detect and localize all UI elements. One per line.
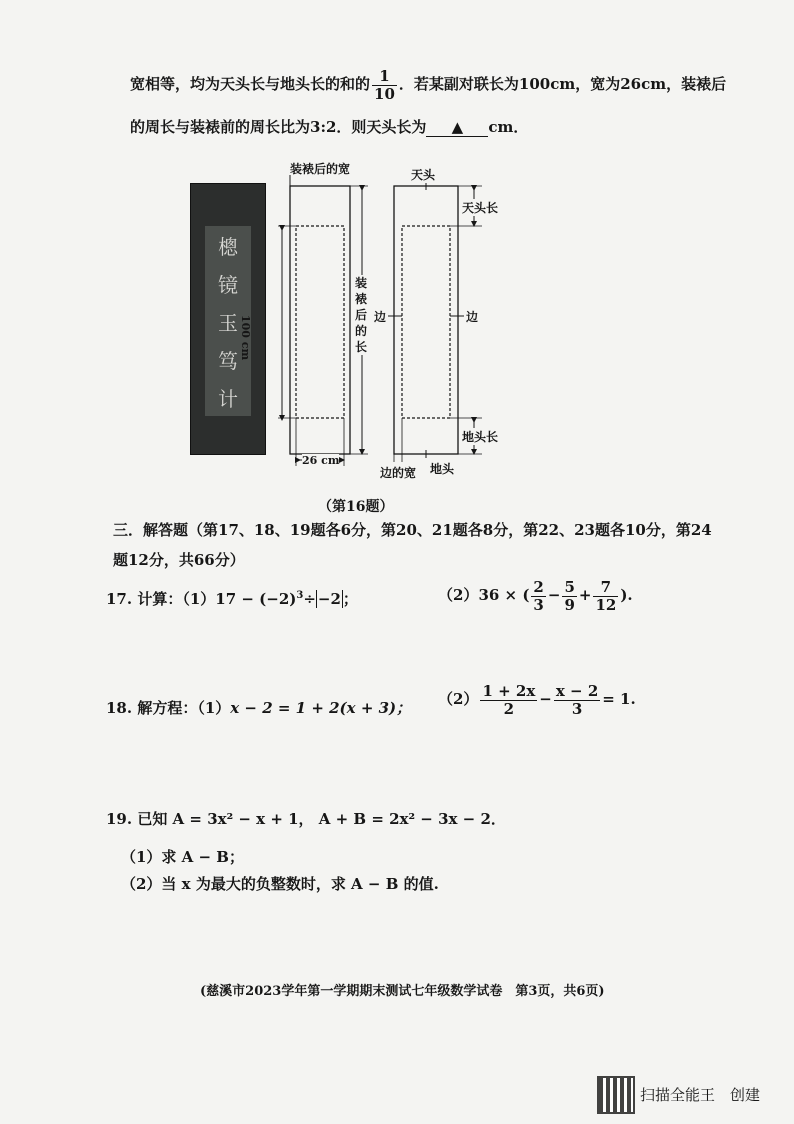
label-tiantou-length: 天头长: [462, 201, 499, 215]
label-ditou-length: 地头长: [462, 430, 499, 444]
q19-sub1: （1）求 A − B；: [121, 848, 244, 866]
q17-abs-value: −2: [317, 590, 341, 608]
q18-frac1: [480, 683, 537, 717]
label-bian-left: 边: [374, 310, 387, 324]
scroll-char: 计: [218, 386, 238, 411]
q17-frac2-num: 5: [564, 578, 575, 596]
q18-p2-end: = 1.: [602, 690, 636, 708]
q18-part2: [438, 683, 636, 717]
q17-p1-exp: 3: [296, 590, 304, 601]
q16-line2-text-b: cm．: [488, 118, 529, 136]
label-bian-width: 边的宽: [380, 466, 417, 480]
figure-caption: （第16题）: [318, 499, 394, 515]
q19-line1: 19. 已知 A = 3x² − x + 1， A + B = 2x² − 3x − 2．: [106, 810, 506, 828]
answer-blank: [426, 118, 488, 137]
q16-frac-num: 1: [372, 68, 397, 86]
q17-frac2-den: 9: [564, 595, 575, 614]
q17-p2-a: 36 × (: [478, 586, 530, 604]
scroll-char: 玉: [218, 310, 238, 335]
q17-p1-end: ；: [342, 590, 358, 608]
qr-code-icon: [597, 1076, 635, 1114]
label-length-char: 的: [355, 324, 368, 338]
q18: [106, 697, 411, 718]
label-width-after: 装裱后的宽: [290, 162, 351, 176]
page-footer: (慈溪市2023学年第一学期期末测试七年级数学试卷 第3页，共6页): [200, 984, 605, 999]
label-26cm: 26 cm: [302, 454, 340, 467]
q17-frac1: [531, 579, 545, 613]
q16-line2-text-a: 的周长与装裱前的周长比为3:2．则天头长为: [130, 118, 427, 136]
q18-label: 18. 解方程：（1）: [106, 699, 231, 717]
q17-op2: +: [578, 586, 592, 604]
q16-fraction: [372, 68, 397, 102]
q17-p2-end: ).: [620, 586, 633, 604]
label-100cm: 100 cm: [239, 315, 252, 361]
q17-p2-label: （2）: [438, 586, 479, 604]
q17-p1-b: ÷: [303, 590, 316, 608]
q18-frac2-num: x − 2: [555, 682, 599, 700]
label-length-char: 裱: [355, 292, 368, 306]
q18-frac2-den: 3: [571, 699, 583, 718]
q18-frac1-num: 1 + 2x: [482, 682, 536, 700]
left-inner-rect: [296, 226, 344, 418]
q17: [106, 588, 358, 609]
q17-frac1-num: 2: [533, 578, 544, 596]
scroll-char: 樬: [218, 234, 238, 259]
q17-frac1-den: 3: [533, 595, 544, 614]
q16-line1: [130, 68, 726, 102]
q18-p2-label: （2）: [438, 690, 479, 708]
scroll-char: 镜: [218, 272, 238, 297]
q17-op1: −: [547, 586, 561, 604]
q18-op: −: [539, 690, 552, 708]
q16-line2: [130, 116, 528, 137]
label-length-char: 长: [355, 340, 368, 354]
label-bian-right: 边: [466, 310, 479, 324]
label-length-char: 装: [355, 276, 368, 290]
right-inner-rect: [402, 226, 450, 418]
label-ditou: 地头: [430, 462, 455, 476]
label-length-after: [355, 275, 367, 355]
scroll-char: 笃: [218, 348, 238, 373]
q18-frac2: [554, 683, 600, 717]
label-tiantou: 天头: [411, 168, 436, 182]
q17-frac3-den: 12: [595, 595, 617, 614]
q17-p1-a: 17 − (−2): [215, 590, 297, 608]
watermark-text: 扫描全能王 创建: [640, 1086, 761, 1104]
q17-label: 17. 计算：（1）: [106, 590, 216, 608]
section3-line2: 题12分，共66分）: [113, 551, 245, 569]
q19-sub2: （2）当 x 为最大的负整数时，求 A − B 的值.: [121, 875, 439, 893]
section3-line1: 三．解答题（第17、18、19题各6分，第20、21题各8分，第22、23题各10分，第24: [113, 521, 712, 539]
q17-frac2: [562, 579, 576, 613]
q16-frac-den: 10: [374, 84, 395, 103]
q17-frac3-num: 7: [593, 579, 618, 597]
scroll-photo: [190, 183, 266, 455]
triangle-mark-icon: ▲: [451, 118, 464, 136]
q17-frac3: [593, 579, 618, 613]
label-length-char: 后: [355, 308, 368, 322]
q16-line1-text-b: ．若某副对联长为100cm，宽为26cm，装裱后: [398, 75, 727, 93]
q16-line1-text-a: 宽相等，均为天头长与地头长的和的: [130, 75, 371, 93]
q17-part2: [438, 579, 633, 613]
q18-p1: x − 2 = 1 + 2(x + 3)；: [230, 699, 412, 717]
q18-frac1-den: 2: [503, 699, 515, 718]
